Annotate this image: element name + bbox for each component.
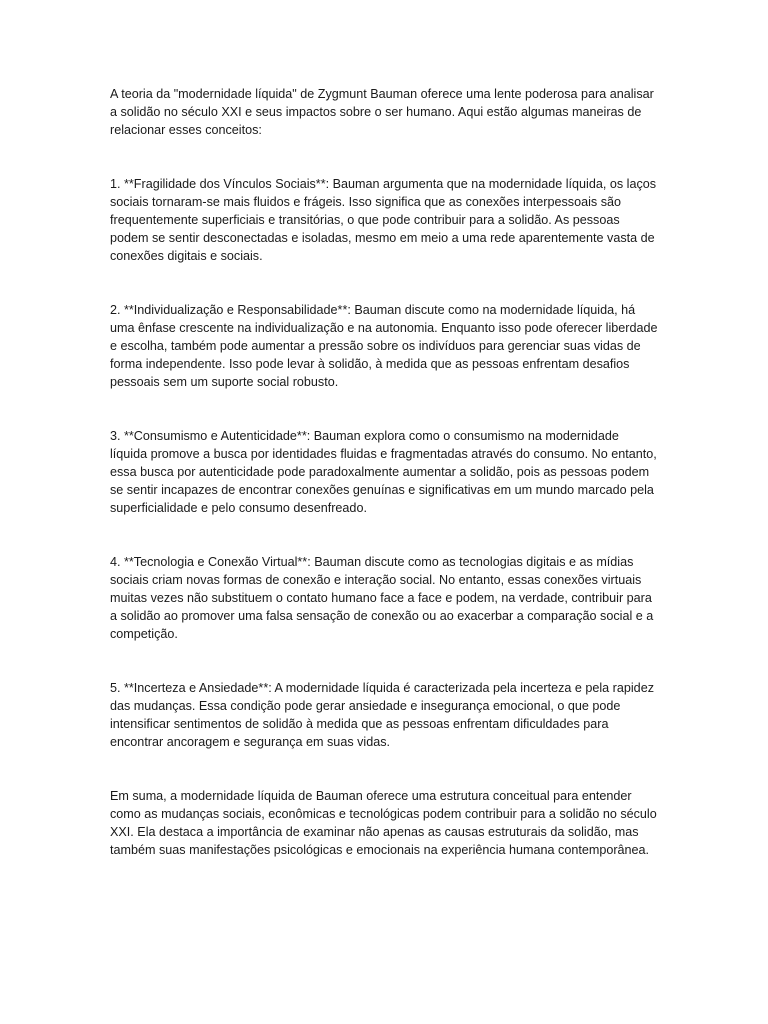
list-item-consumismo: 3. **Consumismo e Autenticidade**: Bauman explora como o consumismo na modernidade líquida promove a busca por identidades fluidas e fragmentadas através do consumo. No entanto, essa busca por autenticidade pode paradoxalmente aumentar a solidão, pois as pessoas podem se sentir incapazes de encontrar conexões genuínas e significativas em um mundo marcado pela superficialidade e pelo consumo desenfreado. — [110, 429, 657, 515]
list-item-tecnologia: 4. **Tecnologia e Conexão Virtual**: Bauman discute como as tecnologias digitais e as mídias sociais criam novas formas de conexão e interação social. No entanto, essas conexões virtuais muitas vezes não substituem o contato humano face a face e podem, na verdade, contribuir para a solidão ao promover uma falsa sensação de conexão ou ao exacerbar a comparação social e a competição. — [110, 555, 654, 641]
list-item-incerteza: 5. **Incerteza e Ansiedade**: A modernidade líquida é caracterizada pela incerteza e pela rapidez das mudanças. Essa condição pode gerar ansiedade e insegurança emocional, o que pode intensificar sentimentos de solidão à medida que as pessoas enfrentam dificuldades para encontrar ancoragem e segurança em suas vidas. — [110, 681, 654, 749]
list-item-fragilidade: 1. **Fragilidade dos Vínculos Sociais**: Bauman argumenta que na modernidade líquida, os laços sociais tornaram-se mais fluidos e frágeis. Isso significa que as conexões interpessoais são frequentemente superficiais e transitórias, o que pode contribuir para a solidão. As pessoas podem se sentir desconectadas e isoladas, mesmo em meio a uma rede aparentemente vasta de conexões digitais e sociais. — [110, 177, 657, 263]
paragraph-spacer — [110, 643, 658, 679]
conclusion-paragraph: Em suma, a modernidade líquida de Bauman oferece uma estrutura conceitual para entender como as mudanças sociais, econômicas e tecnológicas podem contribuir para a solidão no século XXI. Ela destaca a importância de examinar não apenas as causas estruturais da solidão, mas também suas manifestações psicológicas e emocionais na experiência humana contemporânea. — [110, 789, 657, 857]
document-body — [110, 85, 658, 859]
paragraph-spacer — [110, 751, 658, 787]
paragraph-spacer — [110, 517, 658, 553]
paragraph-spacer — [110, 139, 658, 175]
intro-paragraph: A teoria da "modernidade líquida" de Zygmunt Bauman oferece uma lente poderosa para analisar a solidão no século XXI e seus impactos sobre o ser humano. Aqui estão algumas maneiras de relacionar esses conceitos: — [110, 87, 654, 137]
paragraph-spacer — [110, 391, 658, 427]
paragraph-spacer — [110, 265, 658, 301]
list-item-individualizacao: 2. **Individualização e Responsabilidade**: Bauman discute como na modernidade líquida, há uma ênfase crescente na individualização e na autonomia. Enquanto isso pode oferecer liberdade e escolha, também pode aumentar a pressão sobre os indivíduos para gerenciar suas vidas de forma independente. Isso pode levar à solidão, à medida que as pessoas enfrentam desafios pessoais sem um suporte social robusto. — [110, 303, 658, 389]
